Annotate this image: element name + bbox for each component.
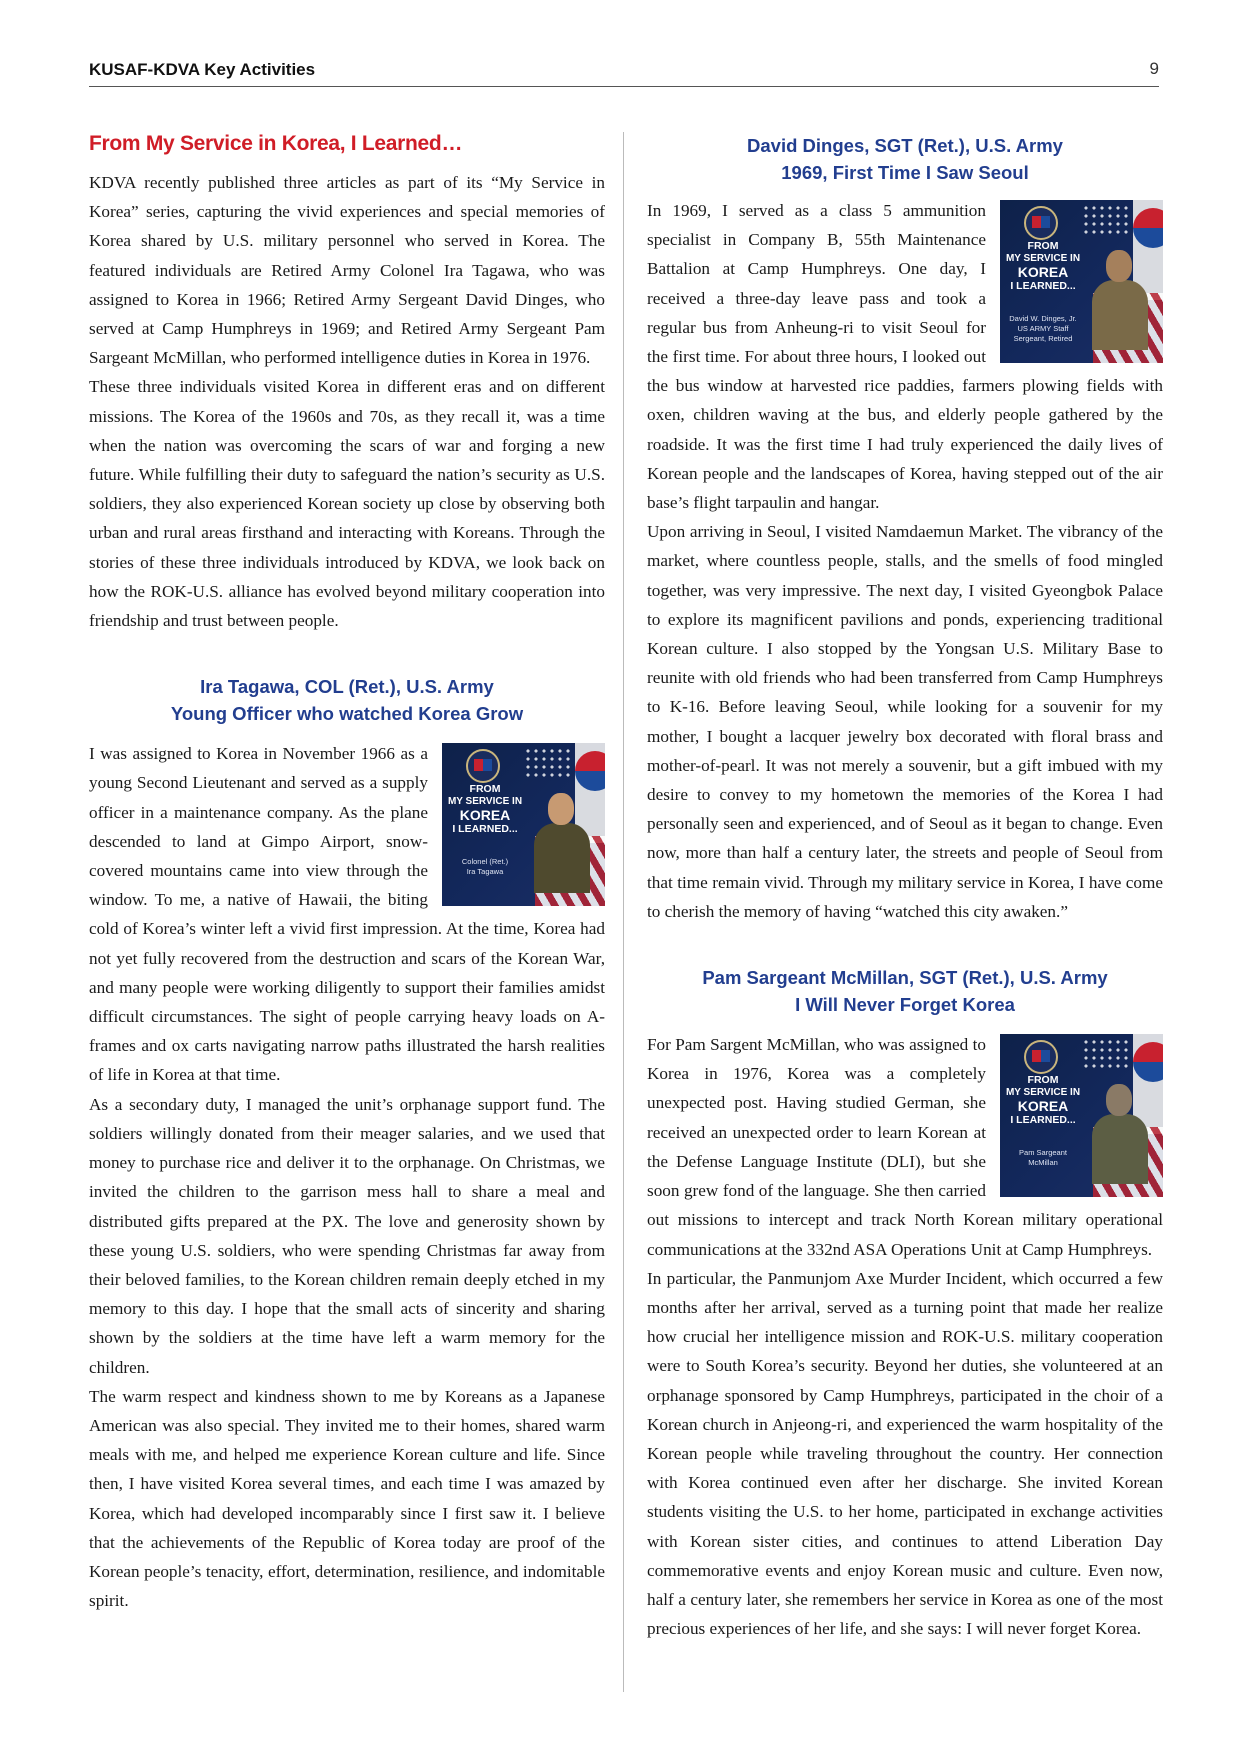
person-photo	[1090, 1084, 1152, 1184]
body-paragraph: For Pam Sargent McMillan, who was assigned to Korea in 1976, Korea was a completely unexpected post. Having studied German, she received an unexpected order to learn Korean at the Defense Language Institute (DLI), but she soon grew fond of the language. She then carried out missions to intercept and track North Korean military operational communications at the 332nd ASA Operations Unit at Camp Humphreys.	[647, 1035, 1163, 1259]
body-paragraph: Upon arriving in Seoul, I visited Namdaemun Market. The vibrancy of the market, where countless people, stalls, and the smells of food mingled together, was very impressive. The next day, I visited Gyeongbok Palace to explore its magnificent pavilions and ponds, experiencing traditional Korean culture. I also stopped by the Yongsan U.S. Military Base to reunite with old friends who had been transferred from Camp Humphreys to K-16. Before leaving Seoul, while looking for a souvenir for my mother, I bought a lacquer jewelry box decorated with floral brass and mother-of-pearl. It was not merely a souvenir, but a gift imbued with my desire to convey to my hometown the memories of the Korea I had personally seen and experienced, and of Seoul as it began to change. Even now, more than half a century later, the streets and people of Seoul from that time remain vivid. Through my military service in Korea, I have come to cherish the memory of having “watched this city awaken.”	[647, 522, 1163, 921]
portrait-image-dinges	[1000, 200, 1163, 363]
page-header	[89, 56, 1159, 87]
column-divider	[623, 132, 624, 1692]
section-heading-dinges	[647, 132, 1163, 186]
portrait-image-tagawa	[442, 743, 605, 906]
series-logo-text: FROM MY SERVICE IN KOREA I LEARNED...	[447, 783, 523, 836]
person-photo	[532, 793, 594, 893]
section-heading-mcmillan	[647, 964, 1163, 1018]
portrait-caption: Colonel (Ret.) Ira Tagawa	[461, 857, 509, 877]
body-paragraph: In particular, the Panmunjom Axe Murder Incident, which occurred a few months after her arrival, served as a turning point that made her realize how crucial her intelligence mission and ROK-U.S. military cooperation were to South Korea’s security. Beyond her duties, she volunteered at an orphanage sponsored by Camp Humphreys, participated in the choir of a Korean church in Anjeong-ri, and experienced the warm hospitality of the Korean people while traveling throughout the country. Her connection with Korea continued even after her discharge. She invited Korean students visiting the U.S. to her home, participated in exchange activities with Korean sister cities, and continues to attend Liberation Day commemorative events and enjoy Korean music and culture. Even now, half a century later, she remembers her service in Korea as one of the most precious experiences of her life, and she says: I will never forget Korea.	[647, 1268, 1163, 1639]
page-number: 9	[1149, 59, 1159, 78]
portrait-image-mcmillan	[1000, 1034, 1163, 1197]
body-paragraph: In 1969, I served as a class 5 ammunition specialist in Company B, 55th Maintenance Battalion at Camp Humphreys. One day, I received a three-day leave pass and took a regular bus from Anheung-ri to visit Seoul for the first time. For about three hours, I looked out the bus window at harvested rice paddies, farmers plowing fields with oxen, children waving at the bus, and elderly people gathered by the roadside. It was the first time I had truly experienced the daily lives of Korean people and the landscapes of Korea, having stepped out of the air base’s flight tarpaulin and hangar.	[647, 201, 1163, 513]
body-paragraph: As a secondary duty, I managed the unit’s orphanage support fund. The soldiers willingly donated from their meager salaries, and we used that money to purchase rice and deliver it to the orphanage. On Christmas, we invited the children to the garrison mess hall to share a meal and distributed gifts prepared at the PX. The love and generosity shown by these young U.S. soldiers, who were spending Christmas far away from their beloved families, to the Korean children remain deeply etched in my memory to this day. I hope that the small acts of sincerity and sharing shown by the soldiers at the time have left a warm memory for the children.	[89, 1094, 605, 1377]
body-paragraph: I was assigned to Korea in November 1966 as a young Second Lieutenant and served as a supply officer in a maintenance company. As the plane descended to land at Gimpo Airport, snow-covered mountains came into view through the window. To me, a native of Hawaii, the biting cold of Korea’s winter left a vivid first impression. At the time, Korea had not yet fully recovered from the destruction and scars of the Korean War, and many people were working diligently to support their families amidst difficult circumstances. The sight of people carrying heavy loads on A-frames and ox carts navigating narrow paths illustrated the harsh realities of life in Korea at that time.	[89, 744, 605, 1085]
section-heading-line: Ira Tagawa, COL (Ret.), U.S. Army	[200, 676, 494, 698]
body-paragraph: The warm respect and kindness shown to me by Koreans as a Japanese American was also special. They invited me to their homes, shared warm meals with me, and helped me experience Korean culture and life. Since then, I have visited Korea several times, and each time I was amazed by Korea, which had developed incomparably since I first saw it. I believe that the achievements of the Republic of Korea today are proof of the Korean people’s tenacity, effort, determination, resilience, and indomitable spirit.	[89, 1386, 605, 1611]
person-photo	[1090, 250, 1152, 350]
intro-paragraph: These three individuals visited Korea in different eras and on different missions. The Korea of the 1960s and 70s, as they recall it, was a time when the nation was overcoming the scars of war and forging a new future. While fulfilling their duty to safeguard the nation’s security as U.S. soldiers, they also experienced Korean society up close by observing both urban and rural areas firsthand and interacting with Koreans. Through the stories of these three individuals introduced by KDVA, we look back on how the ROK-U.S. alliance has evolved beyond military cooperation into friendship and trust between people.	[89, 377, 605, 631]
us-flag-stars	[1082, 1038, 1130, 1068]
portrait-caption: David W. Dinges, Jr. US ARMY Staff Sergeant, Retired	[1009, 314, 1077, 343]
kdva-emblem-icon	[466, 749, 500, 783]
section-heading-line: I Will Never Forget Korea	[795, 994, 1015, 1016]
section-heading-line: 1969, First Time I Saw Seoul	[781, 162, 1029, 183]
section-heading-line: Pam Sargeant McMillan, SGT (Ret.), U.S. Army	[702, 967, 1108, 989]
series-logo-text: FROM MY SERVICE IN KOREA I LEARNED...	[1005, 1074, 1081, 1127]
article-title: From My Service in Korea, I Learned…	[89, 132, 463, 155]
section-heading-line: David Dinges, SGT (Ret.), U.S. Army	[747, 135, 1063, 156]
kdva-emblem-icon	[1024, 206, 1058, 240]
header-title: KUSAF-KDVA Key Activities	[89, 60, 316, 79]
intro-paragraph: KDVA recently published three articles as part of its “My Service in Korea” series, capturing the vivid experiences and special memories of Korea shared by U.S. military personnel who served in Korea. The featured individuals are Retired Army Colonel Ira Tagawa, who was assigned to Korea in 1966; Retired Army Sergeant David Dinges, who served at Camp Humphreys in 1969; and Retired Army Sergeant Pam Sargeant McMillan, who performed intelligence duties in Korea in 1976.	[89, 173, 605, 368]
series-logo-text: FROM MY SERVICE IN KOREA I LEARNED...	[1005, 240, 1081, 292]
us-flag-stars	[1082, 204, 1130, 234]
left-column	[89, 132, 605, 1615]
right-column	[647, 132, 1163, 1643]
portrait-caption: Pam Sargeant McMillan	[1019, 1148, 1067, 1168]
us-flag-stars	[524, 747, 572, 777]
section-heading-line: Young Officer who watched Korea Grow	[170, 703, 524, 725]
section-heading-tagawa	[89, 673, 605, 727]
kdva-emblem-icon	[1024, 1040, 1058, 1074]
